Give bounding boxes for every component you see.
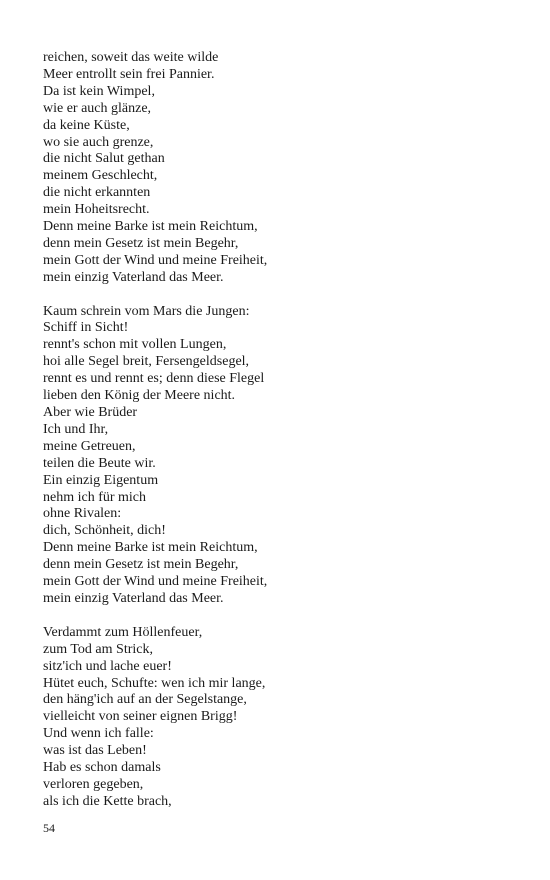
poem-line: Denn meine Barke ist mein Reichtum,	[43, 540, 258, 556]
poem-line: mein einzig Vaterland das Meer.	[43, 269, 224, 285]
poem-line: Denn meine Barke ist mein Reichtum,	[43, 219, 258, 235]
poem-line: dich, Schönheit, dich!	[43, 523, 166, 539]
poem-line: sitz'ich und lache euer!	[43, 658, 172, 674]
poem-line: meine Getreuen,	[43, 438, 136, 454]
poem-line: Ich und Ihr,	[43, 421, 109, 437]
poem-line: meinem Geschlecht,	[43, 168, 158, 184]
poem-line: die nicht Salut gethan	[43, 151, 165, 167]
poem-line: ohne Rivalen:	[43, 506, 122, 522]
stanza	[43, 304, 513, 608]
poem-line: rennt es und rennt es; denn diese Flegel	[43, 371, 265, 387]
poem-line: Und wenn ich falle:	[43, 726, 154, 742]
page-number: 54	[43, 821, 55, 835]
poem-line: zum Tod am Strick,	[43, 641, 153, 657]
poem-line: mein Gott der Wind und meine Freiheit,	[43, 574, 268, 590]
poem-line: denn mein Gesetz ist mein Begehr,	[43, 235, 239, 251]
poem-line: Hab es schon damals	[43, 760, 161, 776]
stanza	[43, 625, 513, 811]
poem-line: rennt's schon mit vollen Lungen,	[43, 337, 227, 353]
poem-line: was ist das Leben!	[43, 743, 147, 759]
poem-text	[43, 50, 513, 811]
poem-line: reichen, soweit das weite wilde	[43, 50, 219, 65]
poem-line: verloren gegeben,	[43, 776, 144, 792]
poem-line: da keine Küste,	[43, 117, 130, 133]
poem-line: Verdammt zum Höllenfeuer,	[43, 624, 203, 640]
poem-line: den häng'ich auf an der Segelstange,	[43, 692, 247, 708]
poem-line: Kaum schrein vom Mars die Jungen:	[43, 303, 250, 319]
poem-line: nehm ich für mich	[43, 489, 147, 505]
poem-line: Hütet euch, Schufte: wen ich mir lange,	[43, 675, 266, 691]
poem-line: lieben den König der Meere nicht.	[43, 388, 236, 404]
poem-line: mein Gott der Wind und meine Freiheit,	[43, 252, 268, 268]
poem-line: denn mein Gesetz ist mein Begehr,	[43, 557, 239, 573]
poem-line: Aber wie Brüder	[43, 405, 138, 421]
poem-line: wie er auch glänze,	[43, 100, 152, 116]
poem-line: wo sie auch grenze,	[43, 134, 154, 150]
poem-line: Ein einzig Eigentum	[43, 472, 159, 488]
poem-line: die nicht erkannten	[43, 185, 151, 201]
poem-line: Schiff in Sicht!	[43, 320, 129, 336]
poem-line: Meer entrollt sein frei Pannier.	[43, 66, 215, 82]
poem-line: teilen die Beute wir.	[43, 455, 156, 471]
stanza	[43, 50, 513, 287]
poem-line: Da ist kein Wimpel,	[43, 83, 155, 99]
poem-line: hoi alle Segel breit, Fersengeldsegel,	[43, 354, 250, 370]
poem-line: mein Hoheitsrecht.	[43, 202, 150, 218]
poem-line: als ich die Kette brach,	[43, 793, 172, 809]
poem-line: mein einzig Vaterland das Meer.	[43, 590, 224, 606]
poem-line: vielleicht von seiner eignen Brigg!	[43, 709, 238, 725]
